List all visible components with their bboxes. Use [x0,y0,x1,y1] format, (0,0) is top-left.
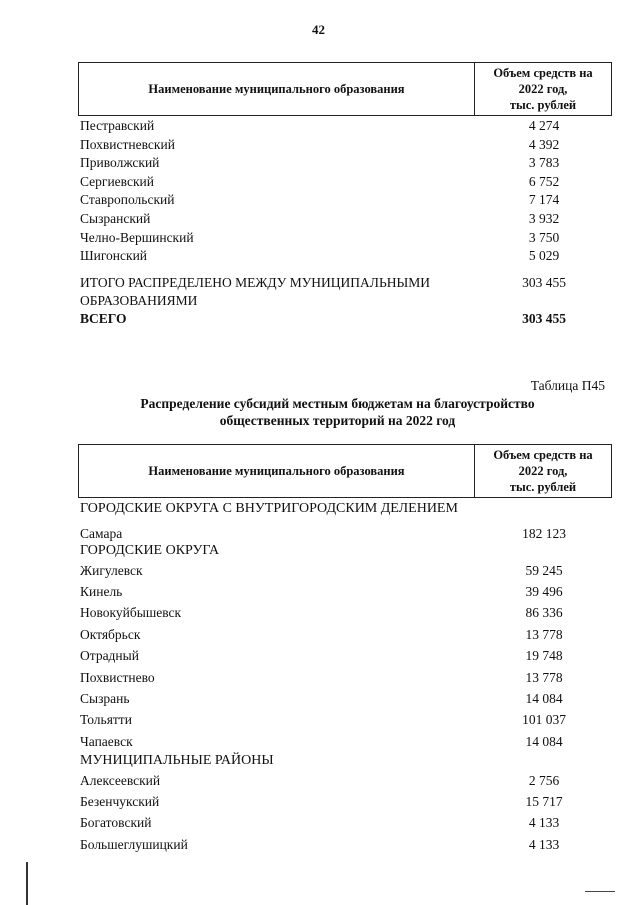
table-row: Шигонский 5 029 [80,248,560,264]
table-body [78,498,612,855]
table-row: Жигулевск 59 245 [80,562,563,578]
table-row: Ставропольский 7 174 [80,192,560,208]
column-header-name: Наименование муниципального образования [79,445,475,497]
table-row: Сызранский 3 932 [80,210,560,226]
total-distributed-label-line1: ИТОГО РАСПРЕДЕЛЕНО МЕЖДУ МУНИЦИПАЛЬНЫМИ [80,274,430,290]
table-row: Похвистневский 4 392 [80,136,560,152]
table-row: Челно-Вершинский 3 750 [80,229,560,245]
table-row: Богатовский 4 133 [80,815,560,831]
column-header-value: Объем средств на 2022 год, тыс. рублей [493,66,593,112]
page-number: 42 [312,22,325,37]
table-row: Новокуйбышевск 86 336 [80,605,563,621]
table-header [78,62,612,116]
column-header-value: Объем средств на 2022 год, тыс. рублей [493,448,593,494]
table-label: Таблица П45 [530,378,605,393]
column-header-name: Наименование муниципального образования [79,63,475,115]
table-row: Сызрань 14 084 [80,690,563,706]
total-distributed-value: 303 455 [522,274,566,290]
total-distributed-row [78,274,612,310]
table-row: Кинель 39 496 [80,583,563,599]
grand-total-label: ВСЕГО [80,310,127,326]
table-row: Октябрьск 13 778 [80,626,563,642]
table-title: Распределение субсидий местным бюджетам на благоустройство общественных территорий на 2022 год [140,396,535,428]
section-rows [78,560,612,753]
table-row: Отрадный 19 748 [80,648,563,664]
table-row: Тольятти 101 037 [80,712,566,728]
table-continuation [78,62,612,328]
table-row: Чапаевск 14 084 [80,733,563,749]
section-rows [78,770,612,856]
table-row: Пестравский 4 274 [80,118,560,133]
grand-total-row [78,310,612,328]
footer-rule [585,891,615,892]
section-heading: ГОРОДСКИЕ ОКРУГА [80,543,220,558]
table-row: Приволжский 3 783 [80,155,560,171]
table-subsidies [78,444,612,855]
table-row: Алексеевский 2 756 [80,772,560,788]
table-row: Сергиевский 6 752 [80,173,560,189]
table-body [78,116,612,328]
margin-line [26,862,28,905]
table-row: Самара 182 123 [80,525,566,541]
table-row: Похвистнево 13 778 [80,669,563,685]
section-heading: ГОРОДСКИЕ ОКРУГА С ВНУТРИГОРОДСКИМ ДЕЛЕНИЕМ [80,501,458,516]
section-heading: МУНИЦИПАЛЬНЫЕ РАЙОНЫ [80,753,274,769]
table-row: Безенчукский 15 717 [80,794,563,810]
table-row: Большеглушицкий 4 133 [80,836,560,852]
grand-total-value: 303 455 [522,310,566,326]
table-header [78,444,612,498]
total-distributed-label-line2: ОБРАЗОВАНИЯМИ [80,292,198,308]
